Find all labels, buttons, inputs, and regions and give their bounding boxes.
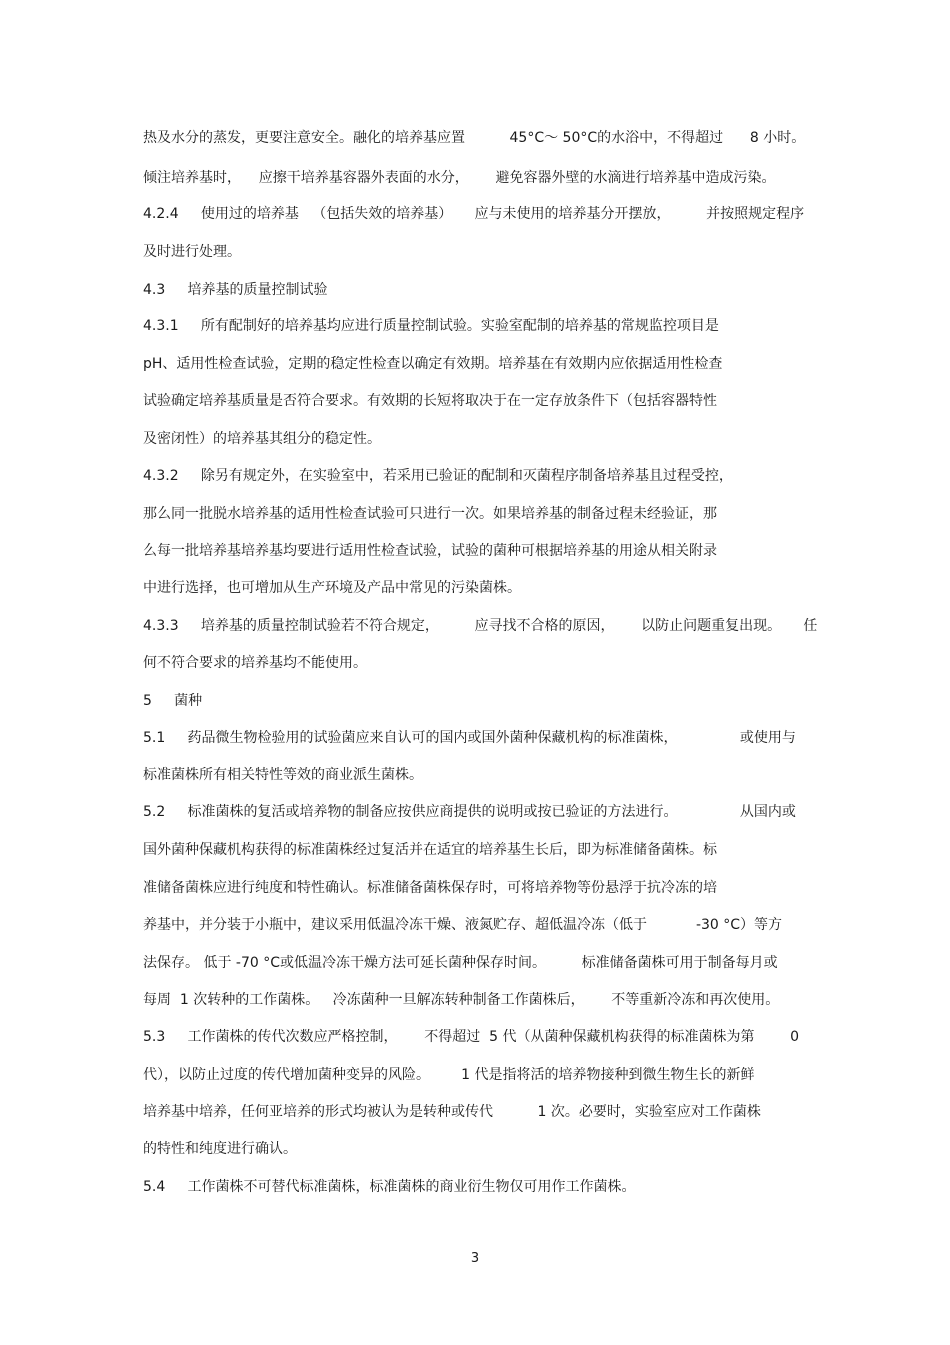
text-line: 代），以防止过度的传代增加菌种变异的风险。 1 代是指将活的培养物接种到微生物生长的新鲜 [143,1067,755,1083]
section-heading: 4.3 培养基的质量控制试验 [143,282,328,298]
text-line: 4.2.4 使用过的培养基 （包括失效的培养基） 应与未使用的培养基分开摆放， 并按照规定程序 [143,206,805,222]
text-line: 么每一批培养基培养基均要进行适用性检查试验，试验的菌种可根据培养基的用途从相关附录 [143,543,717,559]
text-line: 何不符合要求的培养基均不能使用。 [143,655,367,671]
text-line: 5.1 药品微生物检验用的试验菌应来自认可的国内或国外菌种保藏机构的标准菌株， 或使用与 [143,730,796,746]
text-line: 标准菌株所有相关特性等效的商业派生菌株。 [143,767,423,783]
text-line: 那么同一批脱水培养基的适用性检查试验可只进行一次。如果培养基的制备过程未经验证，那 [143,506,717,522]
text-line: 养基中，并分装于小瓶中，建议采用低温冷冻干燥、液氮贮存、超低温冷冻（低于 -30 °C）等方 [143,917,783,933]
text-line: 及时进行处理。 [143,244,241,260]
text-line: 培养基中培养，任何亚培养的形式均被认为是转种或传代 1 次。必要时，实验室应对工作菌株 [143,1104,761,1120]
text-line: 5.2 标准菌株的复活或培养物的制备应按供应商提供的说明或按已验证的方法进行。 从国内或 [143,804,796,820]
text-line: 准储备菌株应进行纯度和特性确认。标准储备菌株保存时，可将培养物等份悬浮于抗冷冻的培 [143,880,717,896]
text-line: 热及水分的蒸发，更要注意安全。融化的培养基应置 45°C～ 50°C的水浴中，不得超过 8 小时。 [143,130,806,146]
text-line: 4.3.1 所有配制好的培养基均应进行质量控制试验。实验室配制的培养基的常规监控项目是 [143,318,719,334]
text-line: 每周 1 次转种的工作菌株。 冷冻菌种一旦解冻转种制备工作菌株后， 不等重新冷冻和再次使用。 [143,992,780,1008]
text-line: pH、适用性检查试验，定期的稳定性检查以确定有效期。培养基在有效期内应依据适用性检查 [143,356,723,372]
text-line: 5.3 工作菌株的传代次数应严格控制， 不得超过 5 代（从菌种保藏机构获得的标准菌株为第 0 [143,1029,799,1045]
text-line: 中进行选择，也可增加从生产环境及产品中常见的污染菌株。 [143,580,521,596]
text-line: 4.3.2 除另有规定外，在实验室中，若采用已验证的配制和灭菌程序制备培养基且过程受控， [143,468,733,484]
text-line: 倾注培养基时， 应擦干培养基容器外表面的水分， 避免容器外壁的水滴进行培养基中造成污染。 [143,170,776,186]
text-line: 试验确定培养基质量是否符合要求。有效期的长短将取决于在一定存放条件下（包括容器特性 [143,393,717,409]
section-heading: 5 菌种 [143,693,203,709]
text-line: 的特性和纯度进行确认。 [143,1141,297,1157]
text-line: 法保存。 低于 -70 °C或低温冷冻干燥方法可延长菌种保存时间。 标准储备菌株可用于制备每月或 [143,955,778,971]
text-line: 4.3.3 培养基的质量控制试验若不符合规定， 应寻找不合格的原因， 以防止问题重复出现。 任 [143,618,818,634]
text-line: 及密闭性）的培养基其组分的稳定性。 [143,431,381,447]
text-line: 5.4 工作菌株不可替代标准菌株，标准菌株的商业衍生物仅可用作工作菌株。 [143,1179,636,1195]
text-line: 国外菌种保藏机构获得的标准菌株经过复活并在适宜的培养基生长后，即为标准储备菌株。标 [143,842,717,858]
page-number: 3 [470,1251,480,1266]
